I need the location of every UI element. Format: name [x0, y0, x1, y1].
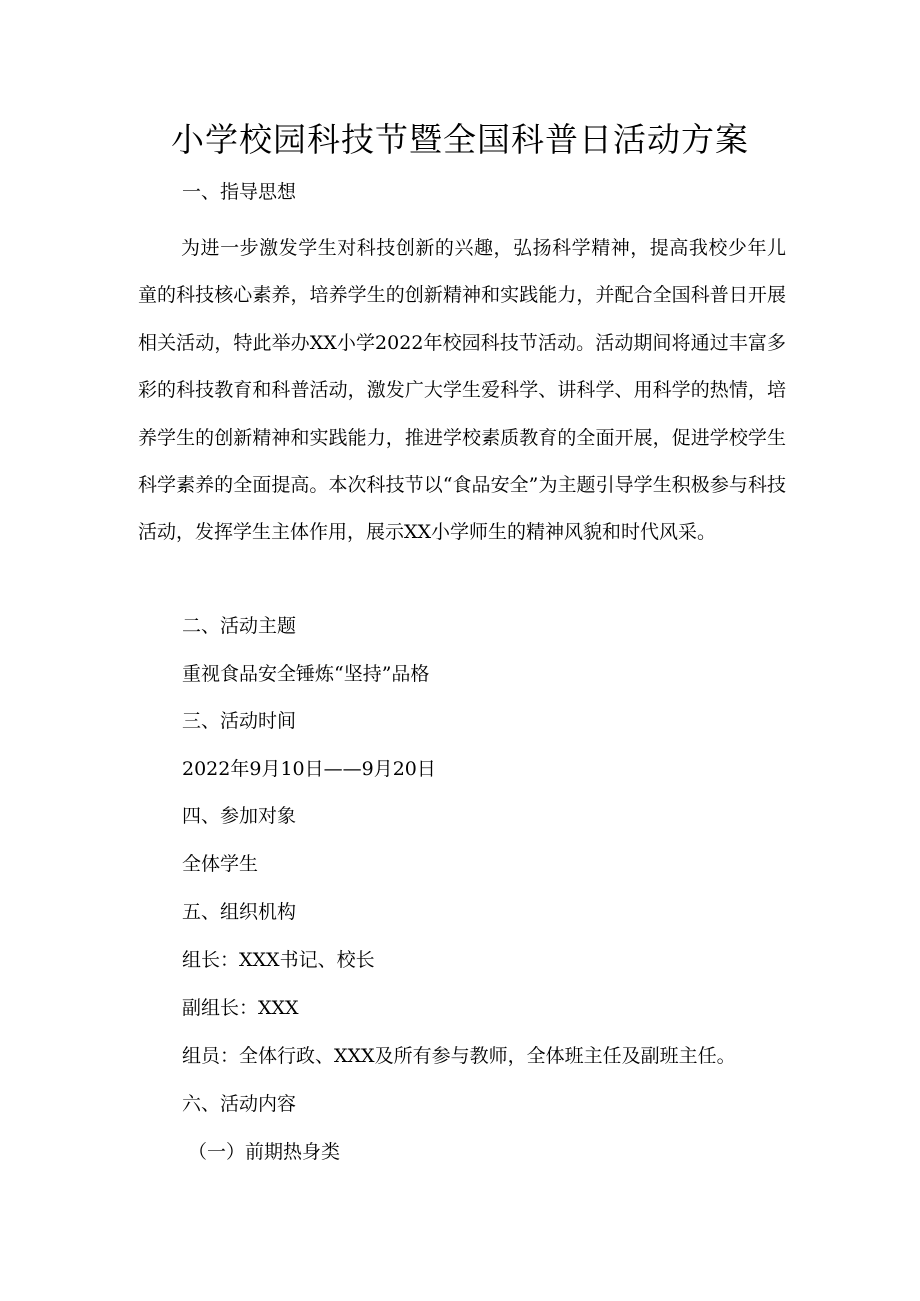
document-title: 小学校园科技节暨全国科普日活动方案 [171, 120, 749, 159]
organization-leader: 组长：XXX书记、校长 [182, 949, 375, 971]
organization-deputy-leader: 副组长：XXX [182, 997, 299, 1019]
activity-theme-text: 重视食品安全锤炼“坚持”品格 [182, 663, 430, 685]
guiding-ideology-paragraph: 为进一步激发学生对科技创新的兴趣，弘扬科学精神，提高我校少年儿童的科技核心素养，培养学生的创新精神和实践能力，并配合全国科普日开展相关活动，特此举办XX小学2022年校园科技节活动。活动期间将通过丰富多彩的科技教育和科普活动，激发广大学生爱科学、讲科学、用科学的热情，培养学生的创新精神和实践能力，推进学校素质教育的全面开展，促进学校学生科学素养的全面提高。本次科技节以“食品安全”为主题引导学生积极参与科技活动，发挥学生主体作用，展示XX小学师生的精神风貌和时代风采。 [138, 237, 786, 544]
section-heading-organization: 五、组织机构 [182, 901, 297, 923]
section-heading-activity-theme: 二、活动主题 [182, 615, 297, 637]
section-heading-activity-time: 三、活动时间 [182, 710, 297, 732]
activity-time-text: 2022年9月10日——9月20日 [182, 758, 436, 780]
participants-text: 全体学生 [182, 853, 259, 875]
section-heading-activity-content: 六、活动内容 [182, 1093, 297, 1115]
subsection-heading-warmup: （一）前期热身类 [188, 1141, 341, 1163]
organization-members: 组员：全体行政、XXX及所有参与教师，全体班主任及副班主任。 [182, 1045, 736, 1067]
section-heading-guiding-ideology: 一、指导思想 [182, 181, 297, 203]
section-heading-participants: 四、参加对象 [182, 805, 297, 827]
